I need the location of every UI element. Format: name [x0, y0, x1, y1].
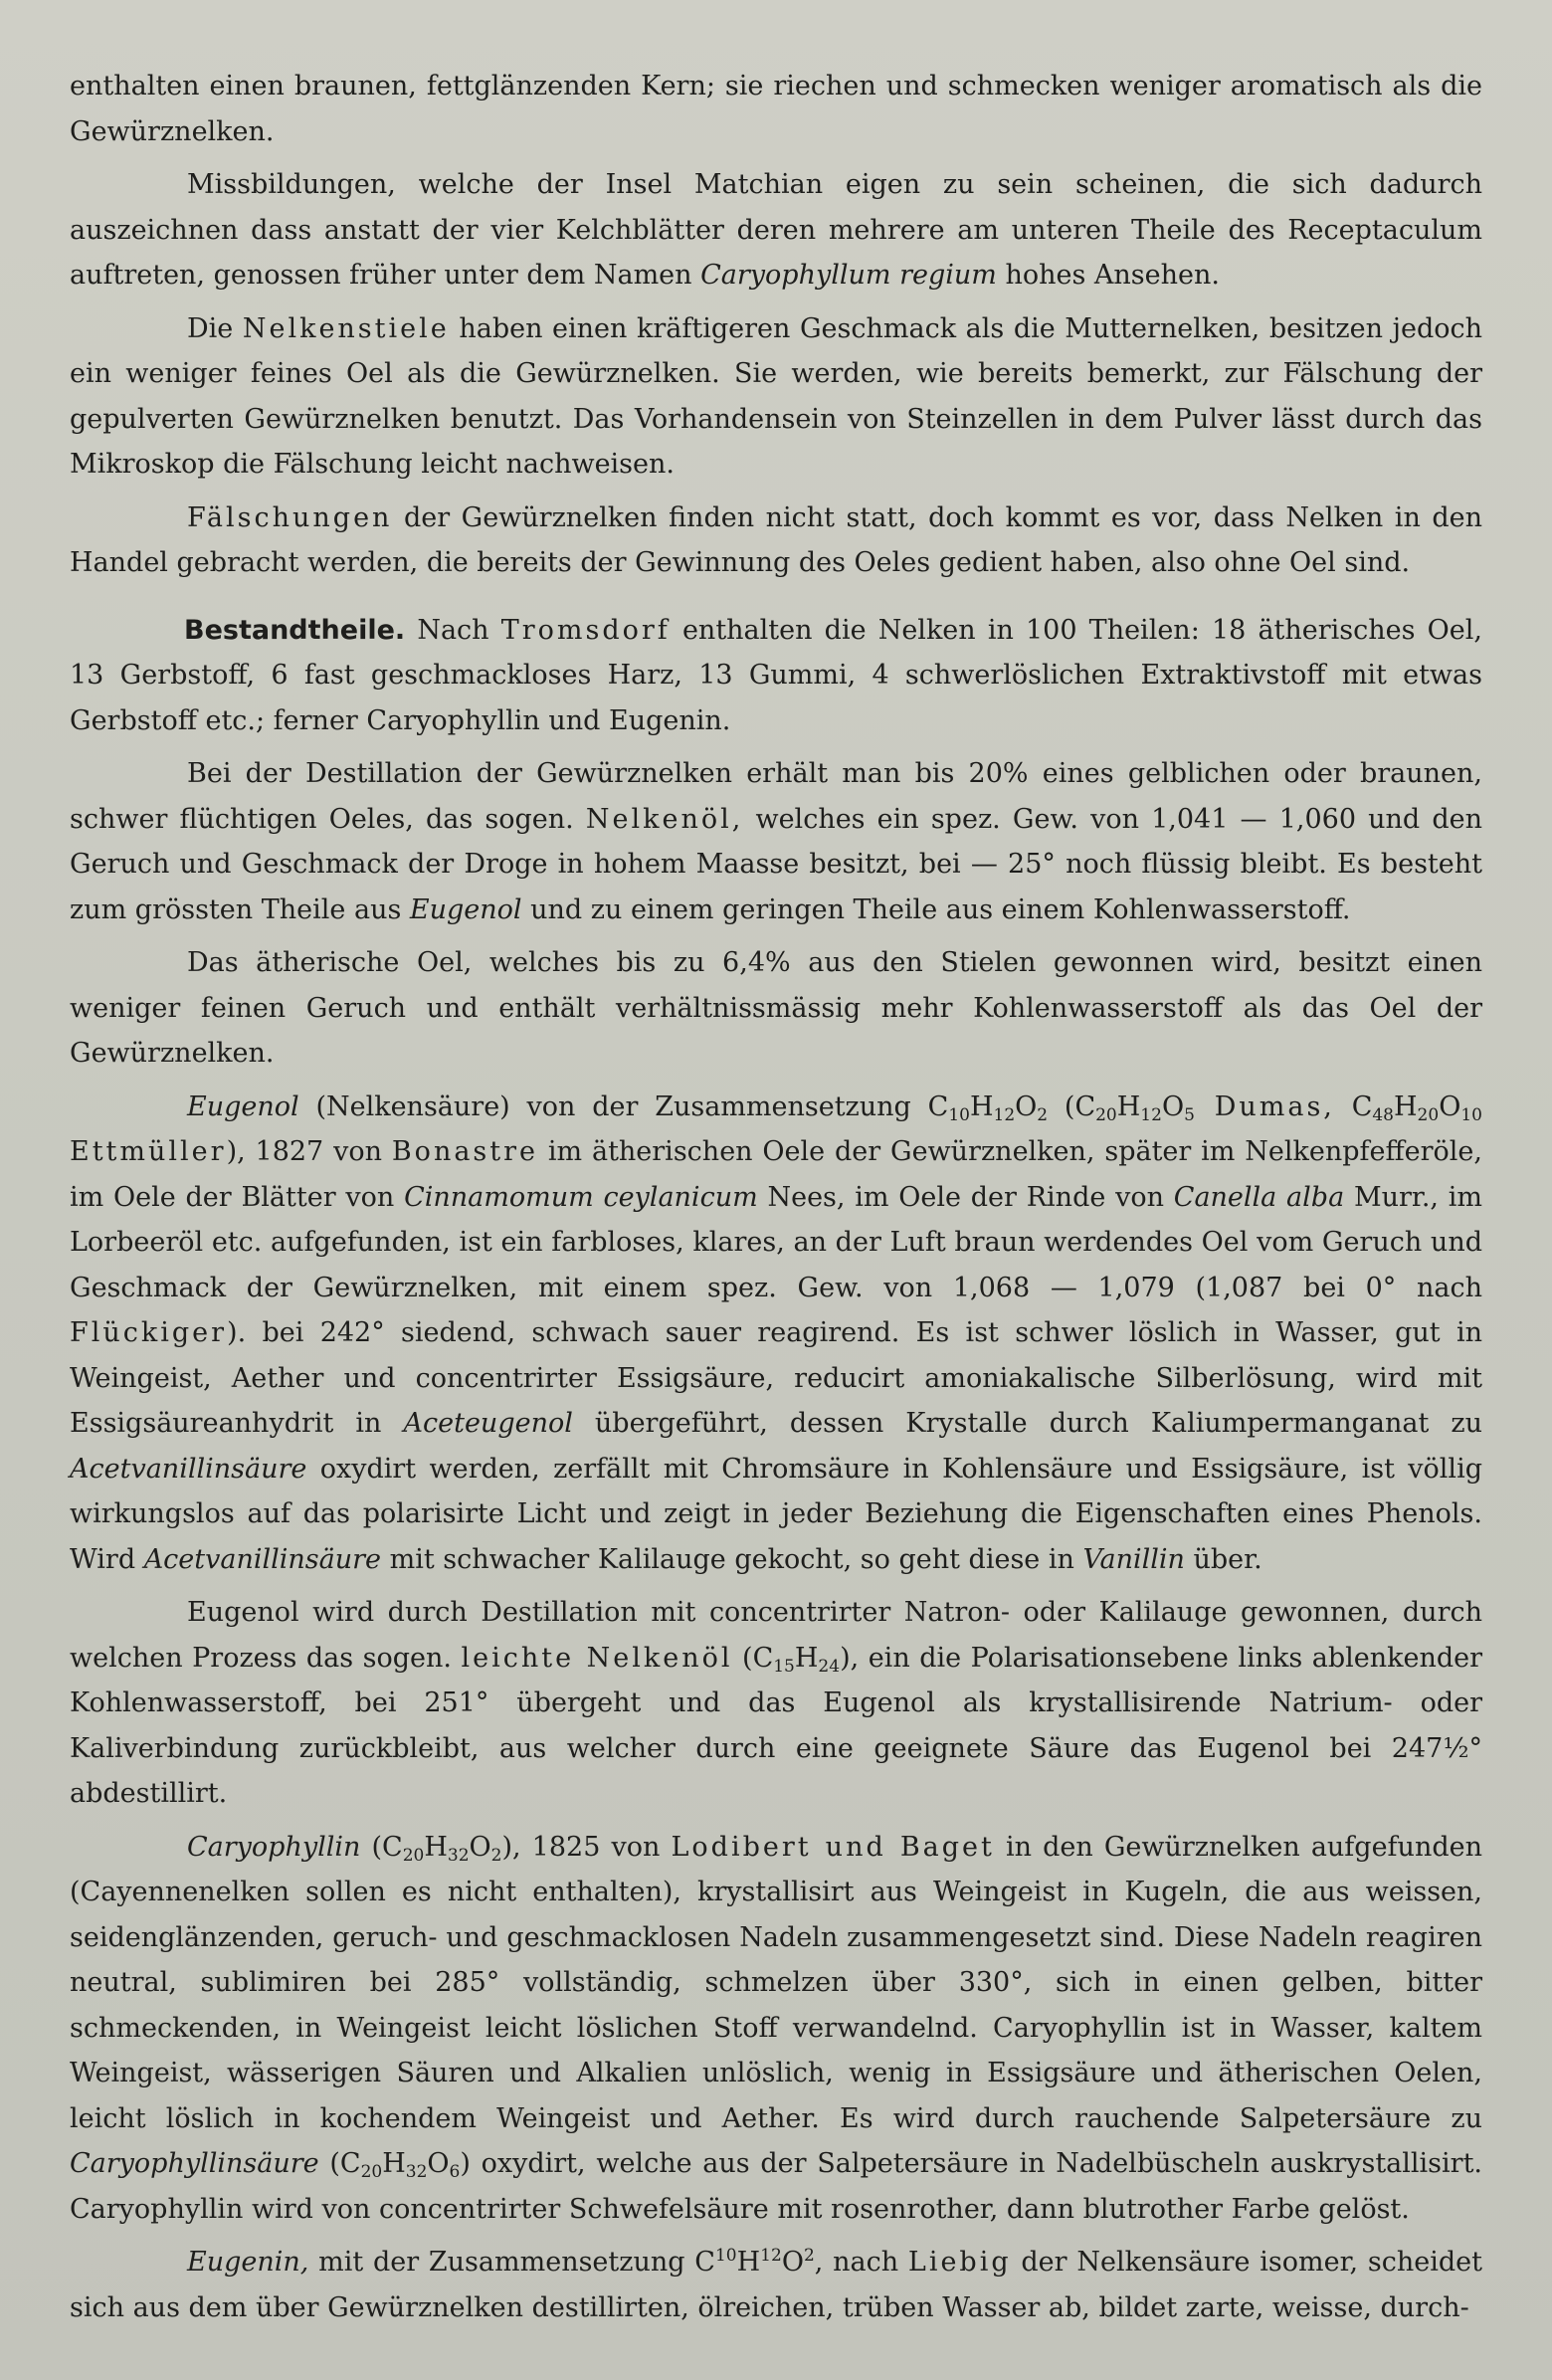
- paragraph-eugenol: Eugenol (Nelkensäure) von der Zusammensetzung $C_{10}H_{12}O_2$ ($C_{20}H_{12}O_5$ Dumas, $C_{48}H_{20}O_{10}$ Ettmüller), 1827 von Bonastre im ätherischen Oele der Gewürznelken, später im Nelkenpfefferöle, im Oele der Blätter von Cinnamomum ceylanicum Nees, im Oele der Rinde von Canella alba Murr., im Lorbeeröl etc. aufgefunden, ist ein farbloses, klares, an der Luft braun werdendes Oel vom Geruch und Geschmack der Gewürznelken, mit einem spez. Gew. von 1,068 — 1,079 (1,087 bei 0° nach Flückiger). bei 242° siedend, schwach sauer reagirend. Es ist schwer löslich in Wasser, gut in Weingeist, Aether und concentrirter Essigsäure, reducirt amoniakalische Silberlösung, wird mit Essigsäureanhydrit in Aceteugenol übergeführt, dessen Krystalle durch Kaliumpermanganat zu Acetvanillinsäure oxydirt werden, zerfällt mit Chromsäure in Kohlensäure und Essigsäure, ist völlig wirkungslos auf das polarisirte Licht und zeigt in jeder Beziehung die Eigenschaften eines Phenols. Wird Acetvanillinsäure mit schwacher Kalilauge gekocht, so geht diese in Vanillin über.: [70, 1091, 1483, 1575]
- paragraph-missbildungen: Missbildungen, welche der Insel Matchian eigen zu sein scheinen, die sich dadurch auszeichnen dass anstatt der vier Kelchblätter deren mehrere am unteren Theile des Receptaculum auftreten, genossen früher unter dem Namen Caryophyllum regium hohes Ansehen.: [70, 169, 1482, 291]
- paragraph-bestandtheile: Bestandtheile. Nach Tromsdorf enthalten die Nelken in 100 Theilen: 18 ätherisches Oel, 13 Gerbstoff, 6 fast geschmackloses Harz, 13 Gummi, 4 schwerlöslichen Extraktivstoff mit etwas Gerbstoff etc.; ferner Caryophyllin und Eugenin.: [70, 614, 1482, 736]
- paragraph-aetherische-oel: Das ätherische Oel, welches bis zu 6,4% aus den Stielen gewonnen wird, besitzt einen weniger feinen Geruch und enthält verhältnissmässig mehr Kohlenwasserstoff als das Oel der Gewürznelken.: [70, 947, 1482, 1069]
- paragraph-eugenin: Eugenin, mit der Zusammensetzung $C^{10}H^{12}O^2$, nach Liebig der Nelkensäure isomer, scheidet sich aus dem über Gewürznelken destillirten, ölreichen, trüben Wasser ab, bildet zarte, weisse, durch-: [70, 2246, 1482, 2323]
- paragraph-nelkenstiele: Die Nelkenstiele haben einen kräftigeren Geschmack als die Mutternelken, besitzen jedoch ein weniger feines Oel als die Gewürznelken. Sie werden, wie bereits bemerkt, zur Fälschung der gepulverten Gewürznelken benutzt. Das Vorhandensein von Steinzellen in dem Pulver lässt durch das Mikroskop die Fälschung leicht nachweisen.: [70, 312, 1482, 480]
- paragraph-faelschungen: Fälschungen der Gewürznelken finden nicht statt, doch kommt es vor, dass Nelken in den Handel gebracht werden, die bereits der Gewinnung des Oeles gedient haben, also ohne Oel sind.: [70, 501, 1482, 578]
- section-heading: Bestandtheile.: [184, 614, 406, 646]
- paragraph-destillation: Bei der Destillation der Gewürznelken erhält man bis 20% eines gelblichen oder braunen, schwer flüchtigen Oeles, das sogen. Nelkenöl, welches ein spez. Gew. von 1,041 — 1,060 und den Geruch und Geschmack der Droge in hohem Maasse besitzt, bei — 25° noch flüssig bleibt. Es besteht zum grössten Theile aus Eugenol und zu einem geringen Theile aus einem Kohlenwasserstoff.: [70, 758, 1482, 925]
- paragraph-1: enthalten einen braunen, fettglänzenden Kern; sie riechen und schmecken weniger aromatisch als die Gewürznelken.: [70, 71, 1482, 147]
- paragraph-eugenol-gewinnung: Eugenol wird durch Destillation mit concentrirter Natron- oder Kalilauge gewonnen, durch welchen Prozess das sogen. leichte Nelkenöl $(C_{15}H_{24})$, ein die Polarisationsebene links ablenkender Kohlenwasserstoff, bei 251° übergeht und das Eugenol als krystallisirende Natrium- oder Kaliverbindung zurückbleibt, aus welcher durch eine geeignete Säure das Eugenol bei 247½° abdestillirt.: [70, 1597, 1483, 1809]
- page-text: [70, 64, 1482, 2338]
- paragraph-caryophyllin: Caryophyllin $(C_{20}H_{32}O_2)$, 1825 von Lodibert und Baget in den Gewürznelken aufgefunden (Cayennenelken sollen es nicht enthalten), krystallisirt aus Weingeist in Kugeln, die aus weissen, seidenglänzenden, geruch- und geschmacklosen Nadeln zusammengesetzt sind. Diese Nadeln reagiren neutral, sublimiren bei 285° vollständig, schmelzen über 330°, sich in einen gelben, bitter schmeckenden, in Weingeist leicht löslichen Stoff verwandelnd. Caryophyllin ist in Wasser, kaltem Weingeist, wässerigen Säuren und Alkalien unlöslich, wenig in Essigsäure und ätherischen Oelen, leicht löslich in kochendem Weingeist und Aether. Es wird durch rauchende Salpetersäure zu Caryophyllinsäure $(C_{20}H_{32}O_6)$ oxydirt, welche aus der Salpetersäure in Nadelbüscheln auskrystallisirt. Caryophyllin wird von concentrirter Schwefelsäure mit rosenrother, dann blutrother Farbe gelöst.: [70, 1831, 1482, 2225]
